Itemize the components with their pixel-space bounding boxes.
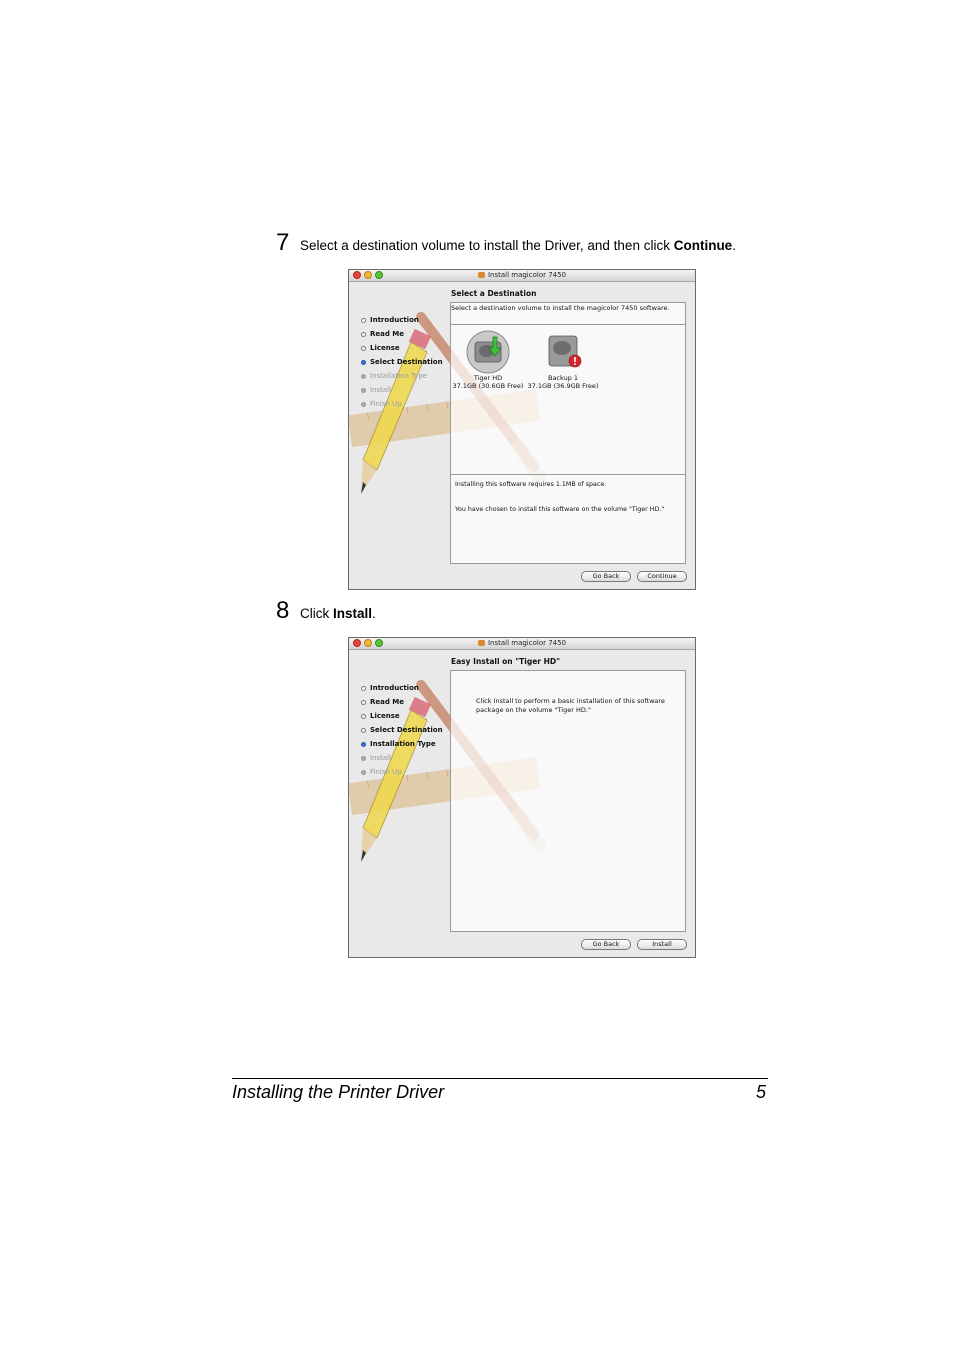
- pane-description: Select a destination volume to install the magicolor 7450 software.: [451, 304, 670, 312]
- sidebar-label: Introduction: [370, 684, 419, 692]
- sidebar-item-install: [361, 751, 443, 765]
- step-instruction: [300, 606, 376, 621]
- sidebar-item-select-destination: [361, 723, 443, 737]
- page-number: 5: [756, 1082, 767, 1102]
- step-8: [276, 597, 376, 625]
- sidebar-label: Introduction: [370, 316, 419, 324]
- current-step-dot-icon: [361, 742, 366, 747]
- sidebar-item-finish-up: [361, 397, 443, 411]
- step-dot-icon: [361, 756, 366, 761]
- step-dot-icon: [361, 346, 366, 351]
- installer-steps-sidebar: [361, 681, 443, 779]
- step-7: [276, 229, 736, 257]
- step-dot-icon: [361, 770, 366, 775]
- sidebar-item-select-destination: [361, 355, 443, 369]
- sidebar-label: Read Me: [370, 698, 405, 706]
- window-title-text: Install magicolor 7450: [487, 271, 567, 279]
- sidebar-label: License: [370, 344, 400, 352]
- current-step-dot-icon: [361, 360, 366, 365]
- installer-window-select-destination: [348, 269, 696, 590]
- sidebar-label: Installation Type: [370, 740, 436, 748]
- step-instruction: [300, 238, 736, 253]
- sidebar-item-license: [361, 709, 443, 723]
- install-message: Click Install to perform a basic installation of this software package on the volume "Tiger HD.": [476, 697, 665, 714]
- step-dot-icon: [361, 374, 366, 379]
- step-dot-icon: [361, 318, 366, 323]
- hard-drive-warning-icon: [541, 330, 585, 374]
- step-dot-icon: [361, 714, 366, 719]
- footer-section-title: Installing the Printer Driver: [232, 1082, 445, 1102]
- sidebar-label: Install: [370, 386, 392, 394]
- instruction-text: Click: [300, 606, 333, 621]
- installer-steps-sidebar: [361, 313, 443, 411]
- step-dot-icon: [361, 332, 366, 337]
- instruction-text: Select a destination volume to install the Driver, and then click: [300, 238, 674, 253]
- volume-size: 37.1GB (30.6GB Free): [452, 382, 524, 390]
- sidebar-item-install: [361, 383, 443, 397]
- volume-tiger-hd[interactable]: [451, 330, 525, 390]
- instruction-end: .: [372, 606, 376, 621]
- title-bar: [349, 638, 695, 650]
- sidebar-item-installation-type: [361, 737, 443, 751]
- volume-size: 37.1GB (36.9GB Free): [527, 382, 599, 390]
- sidebar-item-finish-up: [361, 765, 443, 779]
- sidebar-label: Select Destination: [370, 358, 443, 366]
- instruction-end: .: [732, 238, 736, 253]
- divider: [450, 324, 686, 325]
- title-bar: [349, 270, 695, 282]
- continue-button[interactable]: Continue: [637, 571, 687, 582]
- chosen-volume-text: You have chosen to install this software on the volume "Tiger HD.": [455, 506, 665, 513]
- install-button[interactable]: Install: [637, 939, 687, 950]
- window-title: [349, 638, 695, 649]
- sidebar-label: Finish Up: [370, 768, 402, 776]
- installer-window-easy-install: [348, 637, 696, 958]
- instruction-bold: Install: [333, 606, 373, 621]
- sidebar-item-license: [361, 341, 443, 355]
- window-title-text: Install magicolor 7450: [487, 639, 567, 647]
- footer-rule: [232, 1078, 768, 1079]
- window-title: [349, 270, 695, 281]
- divider: [450, 474, 686, 475]
- volume-backup-1[interactable]: [526, 330, 600, 390]
- step-dot-icon: [361, 388, 366, 393]
- sidebar-item-installation-type: [361, 369, 443, 383]
- volume-name: Backup 1: [547, 374, 579, 382]
- step-dot-icon: [361, 402, 366, 407]
- sidebar-label: Select Destination: [370, 726, 443, 734]
- step-dot-icon: [361, 728, 366, 733]
- space-requirement-text: Installing this software requires 1.1MB of space.: [455, 481, 607, 488]
- sidebar-item-read-me: [361, 695, 443, 709]
- package-icon: [478, 272, 485, 278]
- sidebar-item-introduction: [361, 681, 443, 695]
- instruction-bold: Continue: [673, 238, 733, 253]
- sidebar-label: Install: [370, 754, 392, 762]
- pane-heading: Easy Install on "Tiger HD": [451, 657, 561, 666]
- go-back-button[interactable]: Go Back: [581, 939, 631, 950]
- pane-heading: Select a Destination: [451, 289, 537, 298]
- sidebar-label: License: [370, 712, 400, 720]
- step-dot-icon: [361, 686, 366, 691]
- sidebar-item-read-me: [361, 327, 443, 341]
- volume-name: Tiger HD: [473, 374, 503, 382]
- go-back-button[interactable]: Go Back: [581, 571, 631, 582]
- sidebar-item-introduction: [361, 313, 443, 327]
- sidebar-label: Finish Up: [370, 400, 402, 408]
- sidebar-label: Installation Type: [370, 372, 428, 380]
- step-number: 8: [276, 597, 290, 624]
- step-dot-icon: [361, 700, 366, 705]
- step-number: 7: [276, 229, 290, 256]
- hard-drive-selected-icon: [466, 330, 510, 374]
- sidebar-label: Read Me: [370, 330, 405, 338]
- package-icon: [478, 640, 485, 646]
